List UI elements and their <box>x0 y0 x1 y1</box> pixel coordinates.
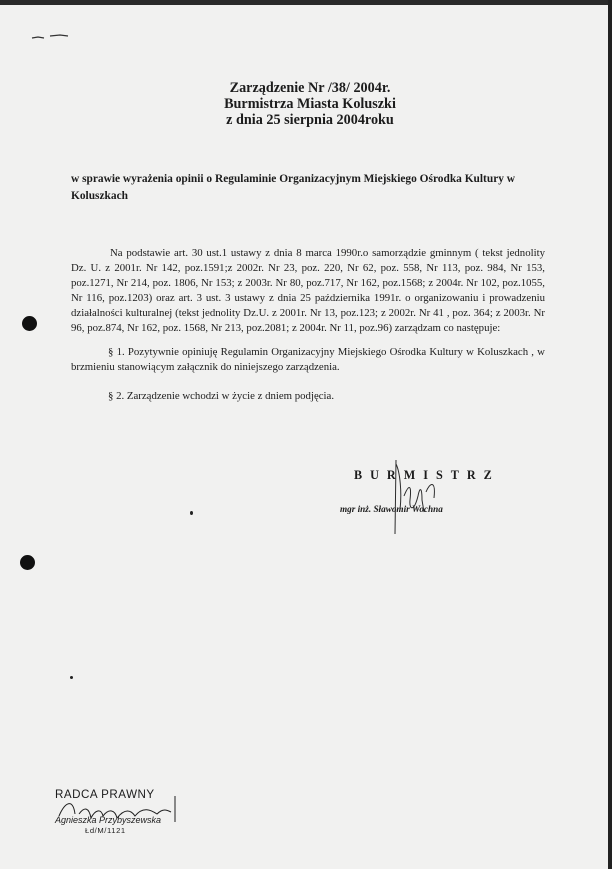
title-line: z dnia 25 sierpnia 2004roku <box>226 112 394 128</box>
document-subject: w sprawie wyrażenia opinii o Regulaminie Organizacyjnym Miejskiego Ośrodka Kultury w Koluszkach <box>71 173 516 202</box>
document-title <box>200 80 420 128</box>
section-2-paragraph: § 2. Zarządzenie wchodzi w życie z dniem podjęcia. <box>108 390 335 402</box>
scan-edge <box>0 0 612 5</box>
title-line: Burmistrza Miasta Koluszki <box>224 96 396 112</box>
legal-basis-paragraph: Na podstawie art. 30 ust.1 ustawy z dnia 8 marca 1990r.o samorządzie gminnym ( tekst jednolity Dz. U. z 2001r. Nr 142, poz.1591;z 2002r. Nr 23, poz. 220, Nr 62, poz. 558, Nr 113, poz. 984, Nr 153, poz.1271, Nr 214, poz. 1806, Nr 153; z 2003r. Nr 80, poz.717, Nr 162, poz.1568; z 2004r. Nr 102, poz.1055, Nr 116, poz.1203) oraz art. 3 ust. 3 ustawy z dnia 25 października 1991r. o organizowaniu i prowadzeniu działalności kulturalnej (tekst jednolity Dz.U. z 2001r. Nr 13, poz.123; z 2002r. Nr 41 , poz. 364; z 2003r. Nr 96, poz.874, Nr 162, poz. 1568, Nr 213, poz.2081; z 2004r. Nr 11, poz.96) zarządzam co następuje: <box>71 247 545 334</box>
scan-speck <box>190 511 193 515</box>
handwritten-signature <box>340 452 540 547</box>
scan-edge <box>608 0 612 869</box>
signatory-name: mgr inż. Sławomir Wochna <box>340 504 443 514</box>
section-1-paragraph: § 1. Pozytywnie opiniuję Regulamin Organizacyjny Miejskiego Ośrodka Kultury w Koluszkach , w brzmieniu stanowiącym załącznik do niniejszego zarządzenia. <box>71 346 545 373</box>
punch-hole <box>20 555 35 570</box>
stamp-title: RADCA PRAWNY <box>55 788 155 801</box>
stamp-signature-scrawl <box>55 788 195 838</box>
punch-hole <box>22 316 37 331</box>
scan-speck <box>70 676 73 679</box>
scan-mark <box>30 30 75 42</box>
stamp-number: Łd/M/1121 <box>85 826 126 835</box>
title-line: Zarządzenie Nr /38/ 2004r. <box>229 80 391 96</box>
signature-block <box>340 452 540 547</box>
signature-title: BURMISTRZ <box>354 468 500 482</box>
stamp-name: Agnieszka Przybyszewska <box>55 815 162 825</box>
legal-counsel-stamp <box>55 788 195 848</box>
